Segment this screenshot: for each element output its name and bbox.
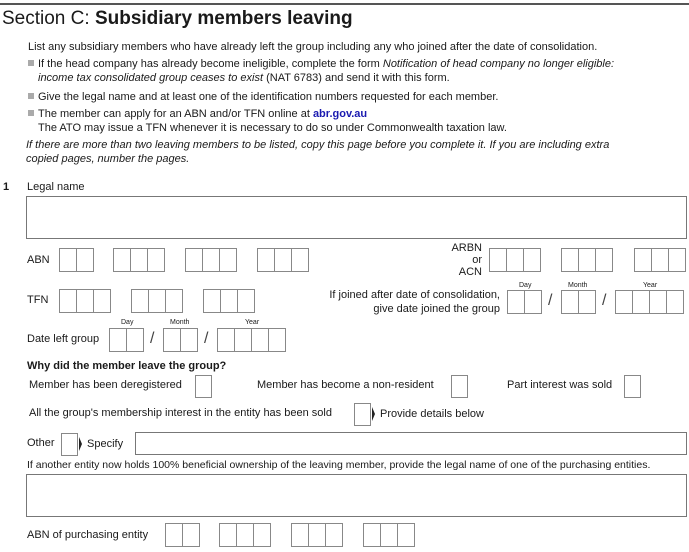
provide-details-label: Provide details below: [380, 408, 484, 420]
joined-year-field: [615, 290, 684, 314]
deregistered-checkbox[interactable]: [195, 375, 212, 398]
purchaser-abn-group-4: [363, 523, 415, 547]
abn-digit[interactable]: [202, 248, 220, 272]
non-resident-checkbox[interactable]: [451, 375, 468, 398]
date-joined-label-line2: give date joined the group: [373, 303, 500, 315]
abr-link[interactable]: abr.gov.au: [312, 108, 368, 120]
tfn-digit[interactable]: [93, 289, 111, 313]
left-year-digit[interactable]: [217, 328, 235, 352]
acn-digit[interactable]: [578, 248, 596, 272]
bullet1-text: If the head company has already become ineligible, complete the form: [38, 58, 383, 70]
copy-note-2: copied pages, number the pages.: [26, 153, 190, 165]
bullet-icon: [28, 93, 34, 99]
tfn-digit[interactable]: [76, 289, 94, 313]
joined-year-caption: Year: [643, 282, 658, 289]
part-sold-checkbox[interactable]: [624, 375, 641, 398]
purchaser-abn-label: ABN of purchasing entity: [27, 529, 149, 541]
purchaser-abn-digit[interactable]: [397, 523, 415, 547]
abn-digit[interactable]: [59, 248, 77, 272]
section-top-rule: [0, 3, 689, 5]
legal-name-line-1[interactable]: [26, 196, 687, 219]
purchaser-abn-group-3: [291, 523, 343, 547]
abn-digit[interactable]: [185, 248, 203, 272]
acn-group-3: [634, 248, 686, 272]
purchaser-abn-digit[interactable]: [236, 523, 254, 547]
copy-note-1: If there are more than two leaving members to be listed, copy this page before you complete it. If you are including extra: [26, 139, 610, 151]
tfn-group-3: [203, 289, 255, 313]
abn-group-4: [257, 248, 309, 272]
abn-digit[interactable]: [291, 248, 309, 272]
non-resident-label: Member has become a non-resident: [257, 379, 434, 391]
abn-digit[interactable]: [76, 248, 94, 272]
joined-day-caption: Day: [519, 282, 532, 289]
section-heading: [2, 8, 353, 30]
date-separator: /: [548, 292, 553, 309]
tfn-digit[interactable]: [59, 289, 77, 313]
left-year-digit[interactable]: [268, 328, 286, 352]
tfn-digit[interactable]: [131, 289, 149, 313]
purchaser-abn-digit[interactable]: [182, 523, 200, 547]
tfn-digit[interactable]: [165, 289, 183, 313]
acn-digit[interactable]: [506, 248, 524, 272]
joined-year-digit[interactable]: [666, 290, 684, 314]
left-month-digit[interactable]: [180, 328, 198, 352]
legal-name-line-2[interactable]: [26, 217, 687, 239]
form-title-part1: Notification of head company no longer eligible:: [382, 58, 615, 70]
purchaser-name-line-1[interactable]: [26, 474, 687, 497]
bullet3-text: The member can apply for an ABN and/or TFN online at: [38, 108, 313, 120]
abn-group-3: [185, 248, 237, 272]
all-sold-checkbox[interactable]: [354, 403, 371, 426]
tfn-digit[interactable]: [203, 289, 221, 313]
date-separator: /: [204, 330, 209, 347]
acn-digit[interactable]: [668, 248, 686, 272]
left-year-digit[interactable]: [234, 328, 252, 352]
acn-digit[interactable]: [523, 248, 541, 272]
joined-day-digit[interactable]: [524, 290, 542, 314]
acn-digit[interactable]: [561, 248, 579, 272]
left-month-digit[interactable]: [163, 328, 181, 352]
joined-year-digit[interactable]: [649, 290, 667, 314]
purchaser-instruction: If another entity now holds 100% beneficial ownership of the leaving member, provide the legal name of one of the purchasing entities.: [27, 459, 651, 471]
joined-month-caption: Month: [568, 282, 588, 289]
tfn-digit[interactable]: [237, 289, 255, 313]
joined-day-field: [507, 290, 542, 314]
acn-text: ACN: [458, 266, 482, 278]
abn-label: ABN: [27, 254, 50, 266]
tfn-digit[interactable]: [220, 289, 238, 313]
section-title: Subsidiary members leaving: [94, 8, 353, 29]
tfn-digit[interactable]: [148, 289, 166, 313]
purchaser-abn-digit[interactable]: [363, 523, 381, 547]
abn-group-1: [59, 248, 94, 272]
other-label: Other: [27, 437, 55, 449]
bullet-icon: [28, 110, 34, 116]
section-prefix: Section C:: [2, 8, 95, 29]
left-day-digit[interactable]: [126, 328, 144, 352]
purchaser-abn-group-1: [165, 523, 200, 547]
joined-month-digit[interactable]: [561, 290, 579, 314]
reasons-heading: Why did the member leave the group?: [27, 360, 227, 372]
purchaser-abn-digit[interactable]: [380, 523, 398, 547]
specify-label: Specify: [87, 438, 124, 450]
bullet2-text: Give the legal name and at least one of the identification numbers requested for each member.: [38, 91, 499, 103]
deregistered-label: Member has been deregistered: [29, 379, 182, 391]
acn-digit[interactable]: [595, 248, 613, 272]
left-year-digit[interactable]: [251, 328, 269, 352]
abn-digit[interactable]: [130, 248, 148, 272]
joined-day-digit[interactable]: [507, 290, 525, 314]
purchaser-name-line-2[interactable]: [26, 495, 687, 517]
left-day-field: [109, 328, 144, 352]
left-day-caption: Day: [121, 319, 134, 326]
left-day-digit[interactable]: [109, 328, 127, 352]
tfn-label: TFN: [27, 294, 49, 306]
acn-group-2: [561, 248, 613, 272]
purchaser-abn-group-2: [219, 523, 271, 547]
intro-bullet-3-cont: The ATO may issue a TFN whenever it is necessary to do so under Commonwealth taxation law.: [38, 122, 507, 134]
abn-digit[interactable]: [274, 248, 292, 272]
intro-bullet-2: [28, 90, 498, 104]
or-text: or: [472, 254, 482, 266]
joined-year-digit[interactable]: [632, 290, 650, 314]
intro-bullet-1: [28, 57, 614, 71]
member-number: 1: [3, 181, 10, 193]
purchaser-abn-digit[interactable]: [165, 523, 183, 547]
left-month-caption: Month: [170, 319, 190, 326]
arbn-text: ARBN: [451, 242, 482, 254]
date-separator: /: [150, 330, 155, 347]
form-title-part2: income tax consolidated group ceases to exist: [38, 72, 264, 84]
abn-digit[interactable]: [147, 248, 165, 272]
joined-year-digit[interactable]: [615, 290, 633, 314]
intro-bullet-1-cont: [38, 71, 450, 85]
acn-digit[interactable]: [651, 248, 669, 272]
intro-line: List any subsidiary members who have already left the group including any who joined after the date of consolidation.: [28, 41, 598, 53]
purchaser-abn-digit[interactable]: [325, 523, 343, 547]
tfn-group-2: [131, 289, 183, 313]
purchaser-abn-digit[interactable]: [219, 523, 237, 547]
abn-digit[interactable]: [113, 248, 131, 272]
date-separator: /: [602, 292, 607, 309]
other-checkbox[interactable]: [61, 433, 78, 456]
date-joined-label-line1: If joined after date of consolidation,: [329, 289, 500, 301]
acn-digit[interactable]: [634, 248, 652, 272]
bullet1-text-end: (NAT 6783) and send it with this form.: [263, 72, 450, 84]
specify-input[interactable]: [135, 432, 687, 455]
tfn-group-1: [59, 289, 111, 313]
abn-digit[interactable]: [257, 248, 275, 272]
joined-month-digit[interactable]: [578, 290, 596, 314]
arbn-acn-label: [450, 242, 482, 278]
arrow-right-icon: [372, 407, 375, 421]
abn-digit[interactable]: [219, 248, 237, 272]
purchaser-abn-digit[interactable]: [308, 523, 326, 547]
intro-bullet-3: [28, 107, 367, 121]
acn-digit[interactable]: [489, 248, 507, 272]
legal-name-label: Legal name: [27, 181, 85, 193]
date-left-label: Date left group: [27, 333, 100, 345]
acn-group-1: [489, 248, 541, 272]
purchaser-abn-digit[interactable]: [253, 523, 271, 547]
left-year-caption: Year: [245, 319, 260, 326]
left-month-field: [163, 328, 198, 352]
joined-month-field: [561, 290, 596, 314]
bullet-icon: [28, 60, 34, 66]
all-sold-label: All the group's membership interest in the entity has been sold: [29, 407, 332, 419]
purchaser-abn-digit[interactable]: [291, 523, 309, 547]
part-sold-label: Part interest was sold: [507, 379, 613, 391]
left-year-field: [217, 328, 286, 352]
arrow-right-icon: [79, 437, 82, 451]
date-joined-label: [300, 288, 500, 316]
abn-group-2: [113, 248, 165, 272]
